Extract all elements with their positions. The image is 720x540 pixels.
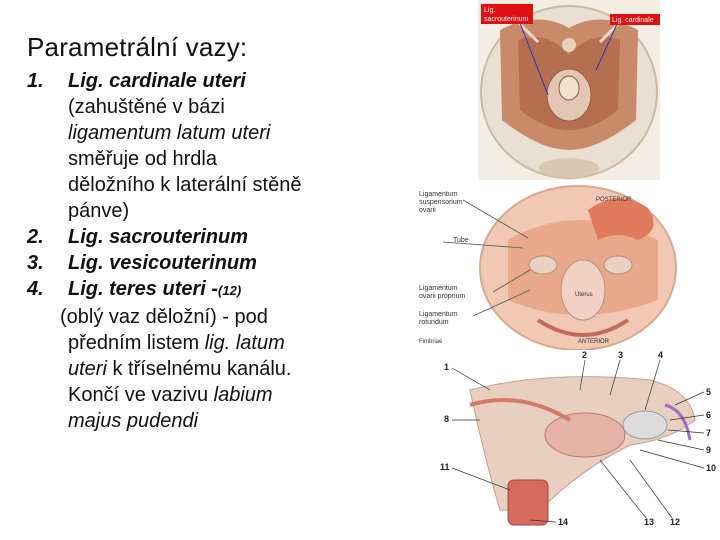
fig-number: 12 <box>670 517 681 527</box>
item-suffix: (12) <box>218 283 242 298</box>
fig-number: 13 <box>644 517 655 527</box>
list-item <box>27 224 302 250</box>
svg-text:Uterus: Uterus <box>575 292 593 298</box>
item-number: 4. <box>27 278 44 300</box>
fig-number: 8 <box>444 414 450 424</box>
svg-text:Tube: Tube <box>453 237 469 244</box>
fig-number: 14 <box>558 517 569 527</box>
pelvis-top-illustration <box>478 0 660 180</box>
fig-number: 10 <box>706 463 717 473</box>
fig-number: 11 <box>440 462 450 472</box>
list-item <box>27 276 302 304</box>
fig-number: 1 <box>444 362 450 372</box>
svg-text:Ligamentum: Ligamentum <box>419 285 458 292</box>
uterus-numbered-illustration <box>430 350 720 540</box>
item-desc-line: směřuje od hrdla <box>68 148 217 170</box>
svg-text:Ligamentum: Ligamentum <box>419 191 458 198</box>
svg-text:ovarii: ovarii <box>419 207 436 214</box>
slide-title: Parametrální vazy: <box>27 32 248 62</box>
item-name: Lig. teres uteri - <box>68 278 219 300</box>
list-item <box>27 250 302 276</box>
svg-text:Ligamentum: Ligamentum <box>419 311 458 318</box>
uterus-adnexa-illustration <box>418 180 680 350</box>
svg-text:suspensorium: suspensorium <box>419 199 463 206</box>
teres-desc-line: předním listem lig. latum <box>68 332 285 354</box>
fig-number: 9 <box>706 445 712 455</box>
svg-text:POSTERIOR: POSTERIOR <box>596 197 632 203</box>
svg-text:ANTERIOR: ANTERIOR <box>578 339 610 345</box>
teres-desc-line: Končí ve vazivu labium <box>68 384 273 406</box>
svg-text:ovarii proprium: ovarii proprium <box>419 293 466 300</box>
teres-desc-line: (oblý vaz děložní) - pod <box>60 306 268 328</box>
teres-desc-line: majus pudendi <box>68 410 199 432</box>
item-number: 3. <box>27 252 44 274</box>
fig-number: 5 <box>706 387 712 397</box>
item-desc-line: (zahuštěné v bázi <box>68 96 225 118</box>
fig-number: 7 <box>706 428 712 438</box>
list-item <box>27 68 302 224</box>
item-desc-line: děložního k laterální stěně <box>68 174 302 196</box>
svg-text:rotundum: rotundum <box>419 319 449 326</box>
item-name: Lig. cardinale uteri <box>68 70 246 92</box>
item-name: Lig. sacrouterinum <box>68 226 249 248</box>
label-sacrouterinum-2: sacrouterinum <box>484 16 529 23</box>
item-number: 2. <box>27 226 44 248</box>
teres-desc-line: uteri k tříselnému kanálu. <box>68 358 292 380</box>
item-desc-line: ligamentum latum uteri <box>68 122 271 144</box>
item-number: 1. <box>27 70 44 92</box>
fig-number: 6 <box>706 410 712 420</box>
item-desc-line: pánve) <box>68 200 130 222</box>
label-cardinale: Lig. cardinale <box>612 17 654 24</box>
fig-number: 4 <box>658 350 664 360</box>
label-sacrouterinum-1: Lig. <box>484 7 496 14</box>
ligament-list <box>27 68 302 434</box>
item-name: Lig. vesicouterinum <box>68 252 257 274</box>
fig-number: 2 <box>582 350 588 360</box>
fig-number: 3 <box>618 350 624 360</box>
svg-text:Fimbriae: Fimbriae <box>419 339 443 345</box>
